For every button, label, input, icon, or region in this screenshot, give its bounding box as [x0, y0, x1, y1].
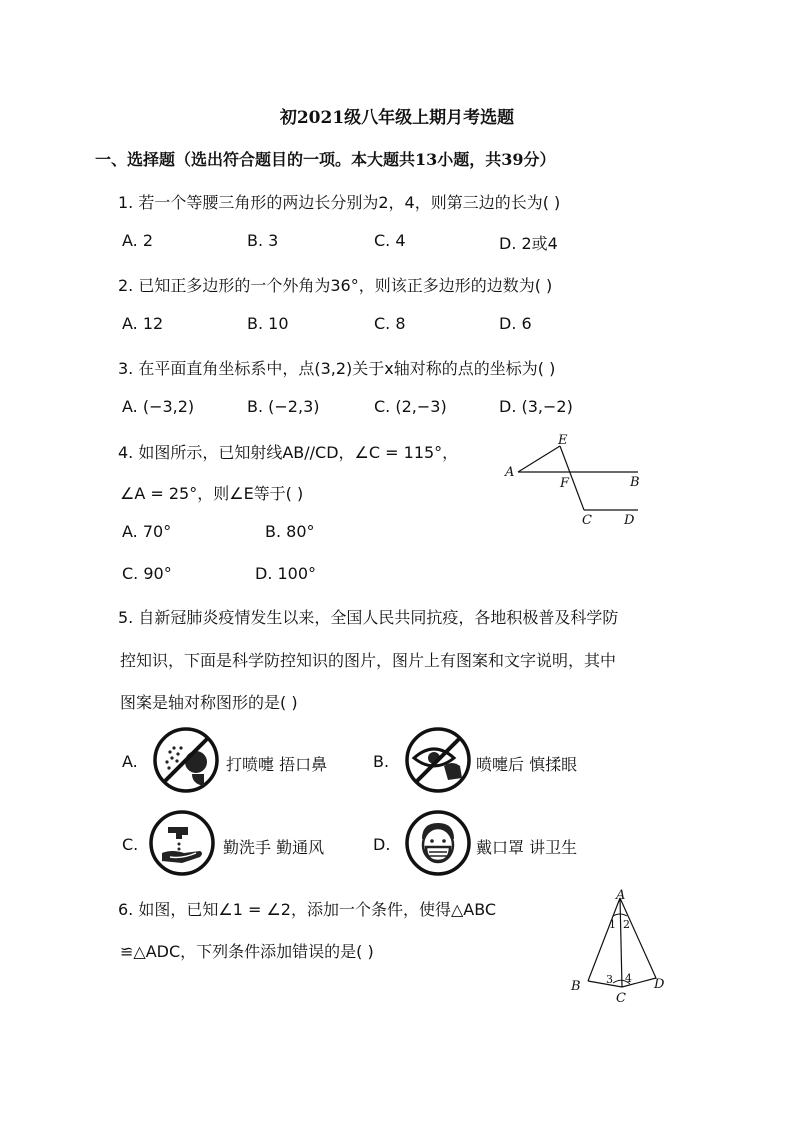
question-4-stem-line-1: 4. 如图所示，已知射线AB//CD，∠C = 115°， [118, 443, 459, 462]
question-3-option-a[interactable]: A. (−3,2) [122, 397, 195, 416]
question-2-option-a[interactable]: A. 12 [122, 314, 164, 333]
question-1-option-c[interactable]: C. 4 [374, 231, 406, 250]
label-c: C [582, 513, 592, 528]
question-1-option-a[interactable]: A. 2 [122, 231, 154, 250]
question-5-option-b-caption: 喷嚏后 慎揉眼 [476, 755, 578, 774]
segment-bc [588, 981, 622, 987]
question-1-option-d[interactable]: D. 2或4 [499, 234, 558, 253]
question-4-option-b[interactable]: B. 80° [265, 522, 315, 541]
label-f: F [560, 476, 570, 491]
question-5-option-c-letter[interactable]: C. [122, 835, 139, 854]
label-d: D [624, 513, 635, 528]
question-3-stem: 3. 在平面直角坐标系中，点(3,2)关于x轴对称的点的坐标为( ) [118, 359, 556, 378]
segment-ab [588, 898, 620, 981]
question-6-stem-line-1: 6. 如图，已知∠1 = ∠2，添加一个条件，使得△ABC [118, 900, 497, 919]
question-1-stem: 1. 若一个等腰三角形的两边长分别为2，4，则第三边的长为( ) [118, 193, 561, 212]
question-5-option-a-letter[interactable]: A. [122, 752, 138, 771]
label-a: A [505, 465, 515, 480]
wear-mask-icon [404, 809, 472, 877]
angle-4-label: 4 [625, 972, 632, 985]
angle-3-label: 3 [606, 973, 613, 986]
question-4-stem-line-2: ∠A = 25°，则∠E等于( ) [120, 484, 304, 503]
angle-2-label: 2 [623, 918, 630, 931]
question-5-option-d-letter[interactable]: D. [373, 835, 391, 854]
question-2-option-d[interactable]: D. 6 [499, 314, 532, 333]
question-4-option-a[interactable]: A. 70° [122, 522, 172, 541]
question-3-option-b[interactable]: B. (−2,3) [247, 397, 320, 416]
label-a: A [616, 888, 626, 903]
label-e: E [558, 433, 568, 448]
question-2-stem: 2. 已知正多边形的一个外角为36°，则该正多边形的边数为( ) [118, 276, 553, 295]
segment-ad [620, 898, 656, 978]
wash-hands-icon [148, 809, 216, 877]
question-3-option-c[interactable]: C. (2,−3) [374, 397, 447, 416]
segment-ae [518, 446, 560, 472]
question-6-stem-line-2: ≌△ADC，下列条件添加错误的是( ) [120, 942, 374, 961]
question-3-option-d[interactable]: D. (3,−2) [499, 397, 573, 416]
label-d: D [654, 977, 665, 992]
section-heading: 一、选择题（选出符合题目的一项。本大题共13小题，共39分） [95, 150, 556, 169]
page-title: 初2021级八年级上期月考选题 [279, 108, 515, 128]
sneeze-cover-icon [152, 726, 220, 794]
label-b: B [630, 475, 640, 490]
question-5-stem-line-1: 5. 自新冠肺炎疫情发生以来，全国人民共同抗疫，各地积极普及科学防 [118, 608, 619, 627]
question-5-option-a-caption: 打喷嚏 捂口鼻 [226, 755, 328, 774]
question-5-stem-line-2: 控知识，下面是科学防控知识的图片，图片上有图案和文字说明，其中 [120, 651, 617, 670]
question-2-option-b[interactable]: B. 10 [247, 314, 289, 333]
question-5-option-c-caption: 勤洗手 勤通风 [223, 838, 325, 857]
question-1-option-b[interactable]: B. 3 [247, 231, 279, 250]
question-2-option-c[interactable]: C. 8 [374, 314, 406, 333]
question-5-option-d-caption: 戴口罩 讲卫生 [476, 838, 578, 857]
question-6-figure [566, 886, 670, 1006]
segment-ac [620, 898, 622, 987]
label-c: C [616, 991, 626, 1006]
label-b: B [571, 979, 581, 994]
question-4-option-d[interactable]: D. 100° [255, 564, 317, 583]
angle-1-label: 1 [609, 918, 616, 931]
no-rub-eyes-icon [404, 726, 472, 794]
question-5-stem-line-3: 图案是轴对称图形的是( ) [120, 693, 298, 712]
question-4-figure [500, 430, 650, 530]
question-5-option-b-letter[interactable]: B. [373, 752, 390, 771]
question-4-option-c[interactable]: C. 90° [122, 564, 172, 583]
